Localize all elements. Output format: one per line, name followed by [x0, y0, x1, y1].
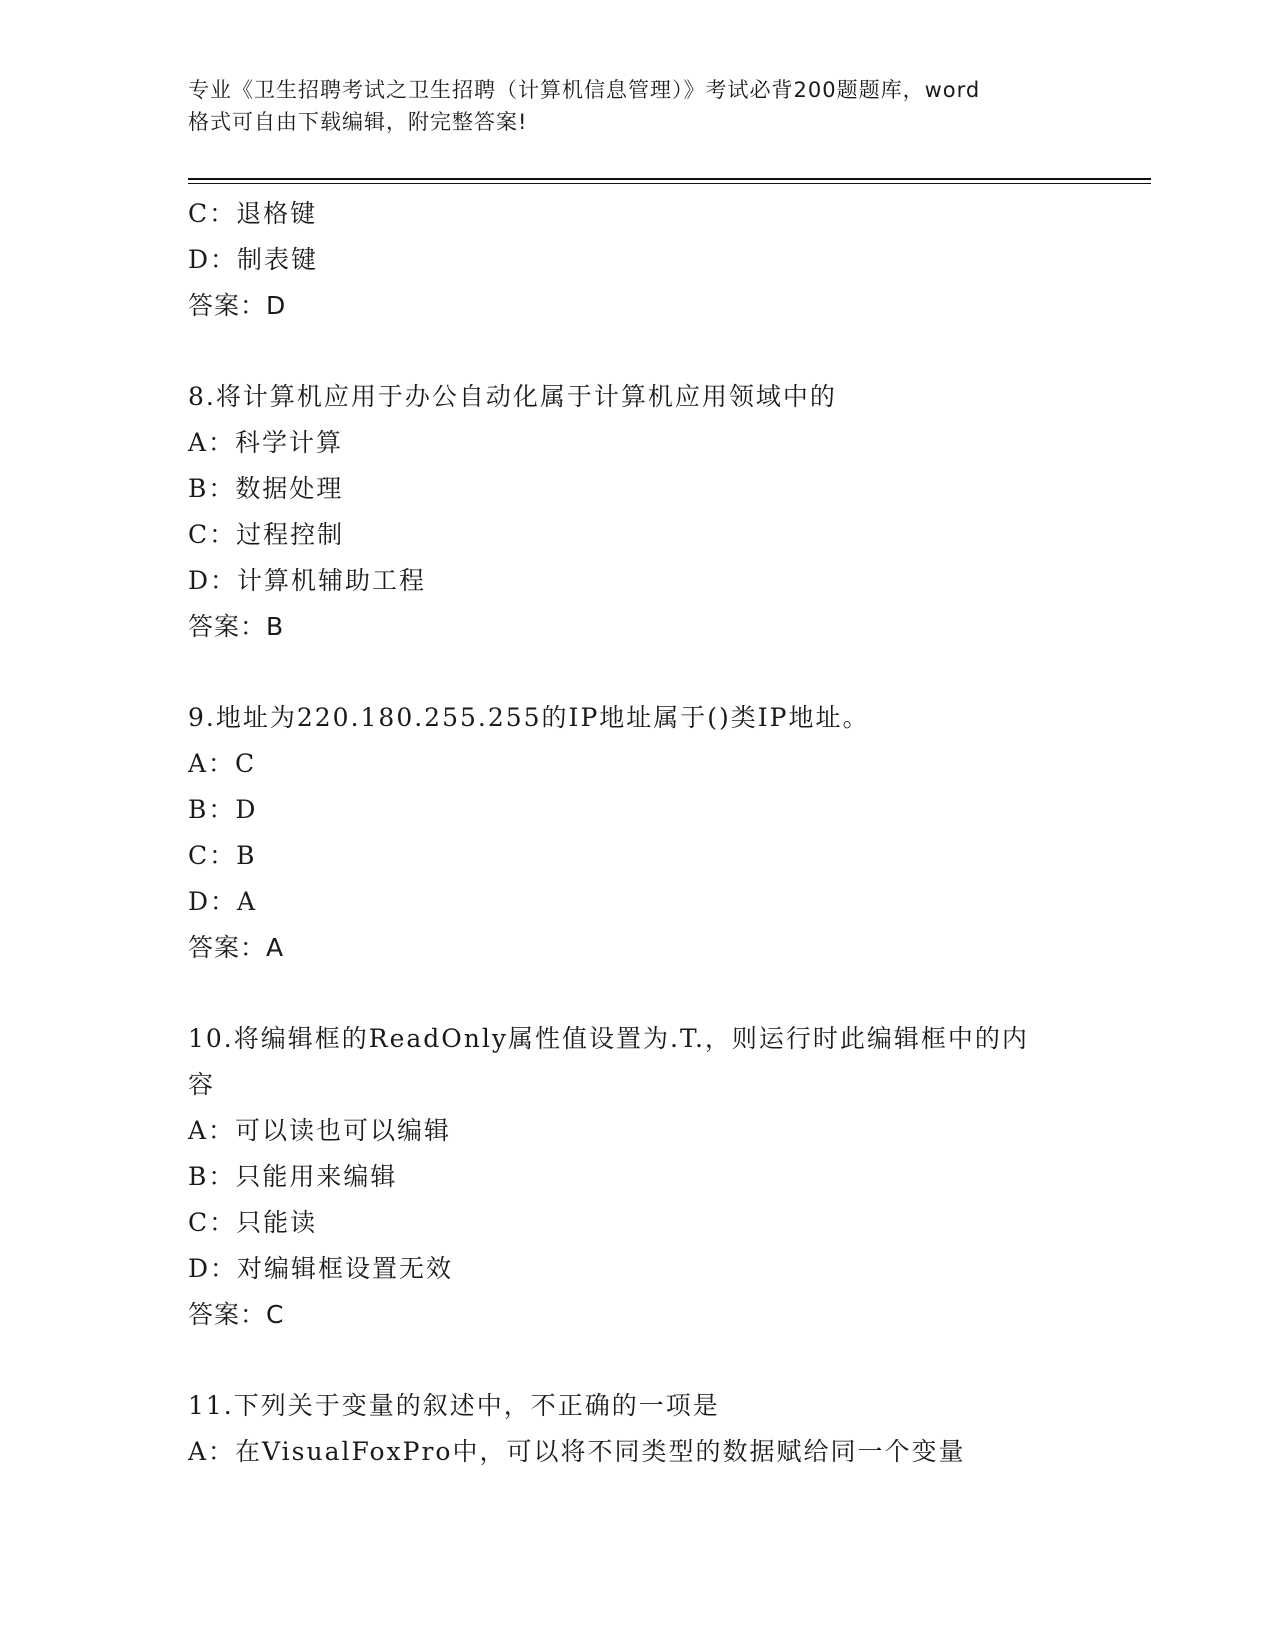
question-block-8 — [188, 374, 1088, 650]
option-d: D：制表键 — [188, 245, 319, 274]
question-block-7 — [188, 191, 1088, 329]
option-a: A：C — [188, 749, 257, 778]
option-c: C：过程控制 — [188, 520, 345, 549]
option-d: D：计算机辅助工程 — [188, 566, 427, 595]
question-block-10 — [188, 1016, 1088, 1338]
header-line-2: 格式可自由下载编辑，附完整答案! — [188, 110, 528, 134]
question-text-line-2: 容 — [188, 1070, 216, 1099]
option-c: C：只能读 — [188, 1208, 318, 1237]
answer-line: 答案：C — [188, 1300, 285, 1329]
option-a: A：科学计算 — [188, 428, 344, 457]
question-text-line-1: 10.将编辑框的ReadOnly属性值设置为.T.，则运行时此编辑框中的内 — [188, 1024, 1029, 1053]
document-header — [188, 74, 1088, 138]
question-block-9 — [188, 695, 1088, 971]
option-b: B：数据处理 — [188, 474, 344, 503]
option-b: B：只能用来编辑 — [188, 1162, 398, 1191]
question-block-11 — [188, 1383, 1088, 1475]
option-a: A：可以读也可以编辑 — [188, 1116, 452, 1145]
option-a: A：在VisualFoxPro中，可以将不同类型的数据赋给同一个变量 — [188, 1437, 966, 1466]
answer-line: 答案：A — [188, 933, 285, 962]
option-d: D：对编辑框设置无效 — [188, 1254, 454, 1283]
question-text: 11.下列关于变量的叙述中，不正确的一项是 — [188, 1391, 720, 1420]
option-c: C：退格键 — [188, 199, 318, 228]
question-text: 9.地址为220.180.255.255的IP地址属于()类IP地址。 — [188, 703, 870, 732]
option-b: B：D — [188, 795, 258, 824]
question-list — [188, 191, 1088, 1475]
header-line-1: 专业《卫生招聘考试之卫生招聘（计算机信息管理）》考试必背200题题库，word — [188, 78, 981, 102]
option-c: C：B — [188, 841, 257, 870]
header-divider-thick — [188, 178, 1151, 180]
answer-line: 答案：D — [188, 291, 287, 320]
question-text: 8.将计算机应用于办公自动化属于计算机应用领域中的 — [188, 382, 837, 411]
answer-line: 答案：B — [188, 612, 285, 641]
option-d: D：A — [188, 887, 258, 916]
header-divider-thin — [188, 183, 1151, 184]
